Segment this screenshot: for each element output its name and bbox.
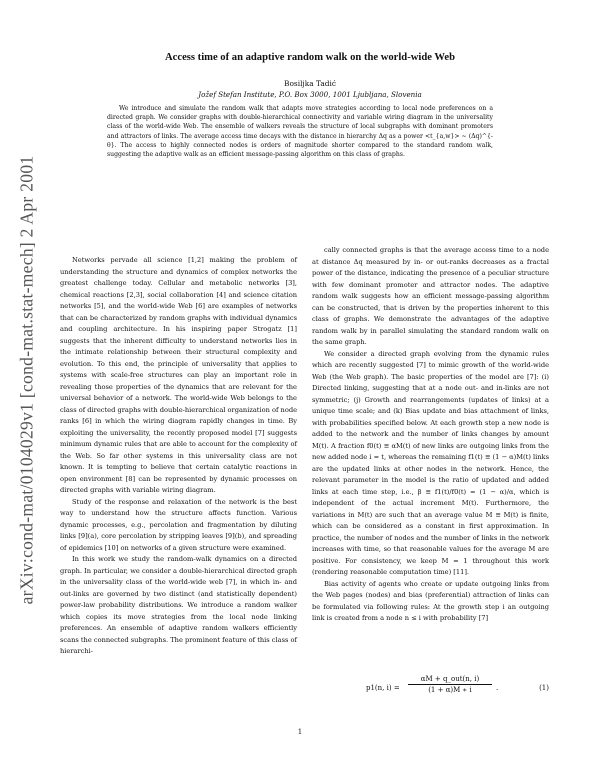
paragraph: Study of the response and relaxation of the network is the best way to understand how the structure affects function. Various dynamic processes, e.g., percolation and fragmentation by diluting links [9](a), core percolation by stripping leaves [9](b), and spreading of epidemics [10] on networks of a given structure were examined.	[60, 497, 297, 552]
affiliation: Jožef Stefan Institute, P.O. Box 3000, 1001 Ljubljana, Slovenia	[198, 90, 422, 99]
equation-trailing: .	[496, 684, 499, 692]
paper-title: Access time of an adaptive random walk on the world-wide Web	[165, 52, 455, 63]
equation-number: (1)	[539, 684, 549, 692]
equation-fraction	[408, 675, 492, 694]
left-column	[60, 255, 297, 658]
paragraph: Networks pervade all science [1,2] making the problem of understanding the structure and dynamics of complex networks the greatest challenge today. Cellular and metabolic networks [3], chemical reactions [2,3], social collaboration [4] and science citation networks [5], and the world-wide Web [6] are examples of networks that can be characterized by random graphs with individual dynamics and coupling architecture. In his inspiring paper Strogatz [1] suggests that the inherent difficulty to understand networks lies in the intimate relationship between their structural complexity and evolution. To this end, the principle of universality that applies to systems with scale-free structures can play an important role in revealing those properties of the dynamics that are relevant for the universal behavior of a network. The world-wide Web belongs to the class of directed graphs with double-hierarchical organization of node ranks [6] in which the wiring diagram rapidly changes in time. By exploiting the universality, the recently proposed model [7] suggests minimum dynamic rules that are able to account for the complexity of the Web. So far other systems in this universality class are not known. It is tempting to believe that certain catalytic reactions in open environment [8] can be represented by dynamic processes on directed graphs with variable wiring diagram.	[60, 256, 297, 494]
paragraph: We consider a directed graph evolving from the dynamic rules which are recently suggested [7] to mimic growth of the world-wide Web (the Web graph). The basic properties of the model are [7]: (i) Directed linking, suggesting that at a node out- and in-links are not symmetric; (j) Growth and rearrangements (updates of links) at a unique time scale; and (k) Bias update and bias attachment of links, with probabilities specified below. At each growth step a new node is added to the network and the number of links changes by amount M(t). A fraction f0(t) ≡ αM(t) of new links are outgoing links from the new added node i = t, whereas the remaining f1(t) ≡ (1 − α)M(t) links are the updated links at other nodes in the network. Hence, the relevant parameter in the model is the ratio of updated and added links at each time step, i.e., β ≡ f1(t)/f0(t) = (1 − α)/α, which is independent of the actual increment M(t). Furthermore, the variations in M(t) are such that an average value M ≡ M(t) is finite, which can be considered as a constant in first approximation. In practice, the number of nodes and the number of links in the network increases with time, so that reasonable values for the average M are positive. For consistency, we keep M = 1 throughout this work (rendering reasonable computation time) [11].	[312, 349, 549, 576]
equation-lhs: p1(n, i) =	[366, 684, 400, 692]
equation-denominator: (1 + α)M ∗ i	[428, 686, 472, 694]
paragraph: In this work we study the random-walk dynamics on a directed graph. In particular, we consider a double-hierarchical directed graph in the universality class of the world-wide web [7], in which in- and out-links are governed by two distinct (and statistically dependent) power-law probability distributions. We introduce a random walker which copies its move strategies from the local node linking preferences. An ensemble of adaptive random walkers efficiently scans the connected subgraphs. The prominent feature of this class of hierarchi-	[60, 555, 297, 655]
arxiv-identifier-text: arXiv:cond-mat/0104029v1 [cond-mat.stat-mech] 2 Apr 2001	[16, 155, 37, 605]
arxiv-identifier	[12, 120, 42, 640]
page-number: 1	[297, 728, 303, 736]
paragraph: Bias activity of agents who create or update outgoing links from the Web pages (nodes) and bias (preferential) attraction of links can be formulated via following rules: At the growth step i an outgoing link is created from a node n ≤ i with probability [7]	[312, 579, 549, 622]
equation-numerator: αM + q_out(n, i)	[408, 675, 492, 685]
abstract: We introduce and simulate the random walk that adapts move strategies according to local node preferences on a directed graph. We consider graphs with double-hierarchical connectivity and variable wiring diagram in the universality class of the world-wide Web. The ensemble of walkers reveals the structure of local subgraphs with dominant promoters and attractors of links. The average access time decays with the distance in hierarchy Δq as a power <t_{a,w}> ~ (Δq)^{-θ}. The access to highly connected nodes is orders of magnitude shorter compared to the standard random walk, suggesting the adaptive walk as an efficient message-passing algorithm on this class of graphs.	[107, 105, 493, 159]
paragraph: cally connected graphs is that the average access time to a node at distance Δq measured by in- or out-ranks decreases as a fractal power of the distance, indicating the presence of a peculiar structure with few dominant promoter and attractor nodes. The adaptive random walk suggests how an efficient message-passing algorithm can be constructed, that is driven by the properties inherent to this class of graphs. We demonstrate the advantages of the adaptive random walk by in parallel simulating the standard random walk on the same graph.	[312, 246, 549, 346]
right-column	[312, 245, 549, 625]
equation-1	[312, 675, 549, 703]
author: Bosiljka Tadić	[284, 79, 336, 88]
